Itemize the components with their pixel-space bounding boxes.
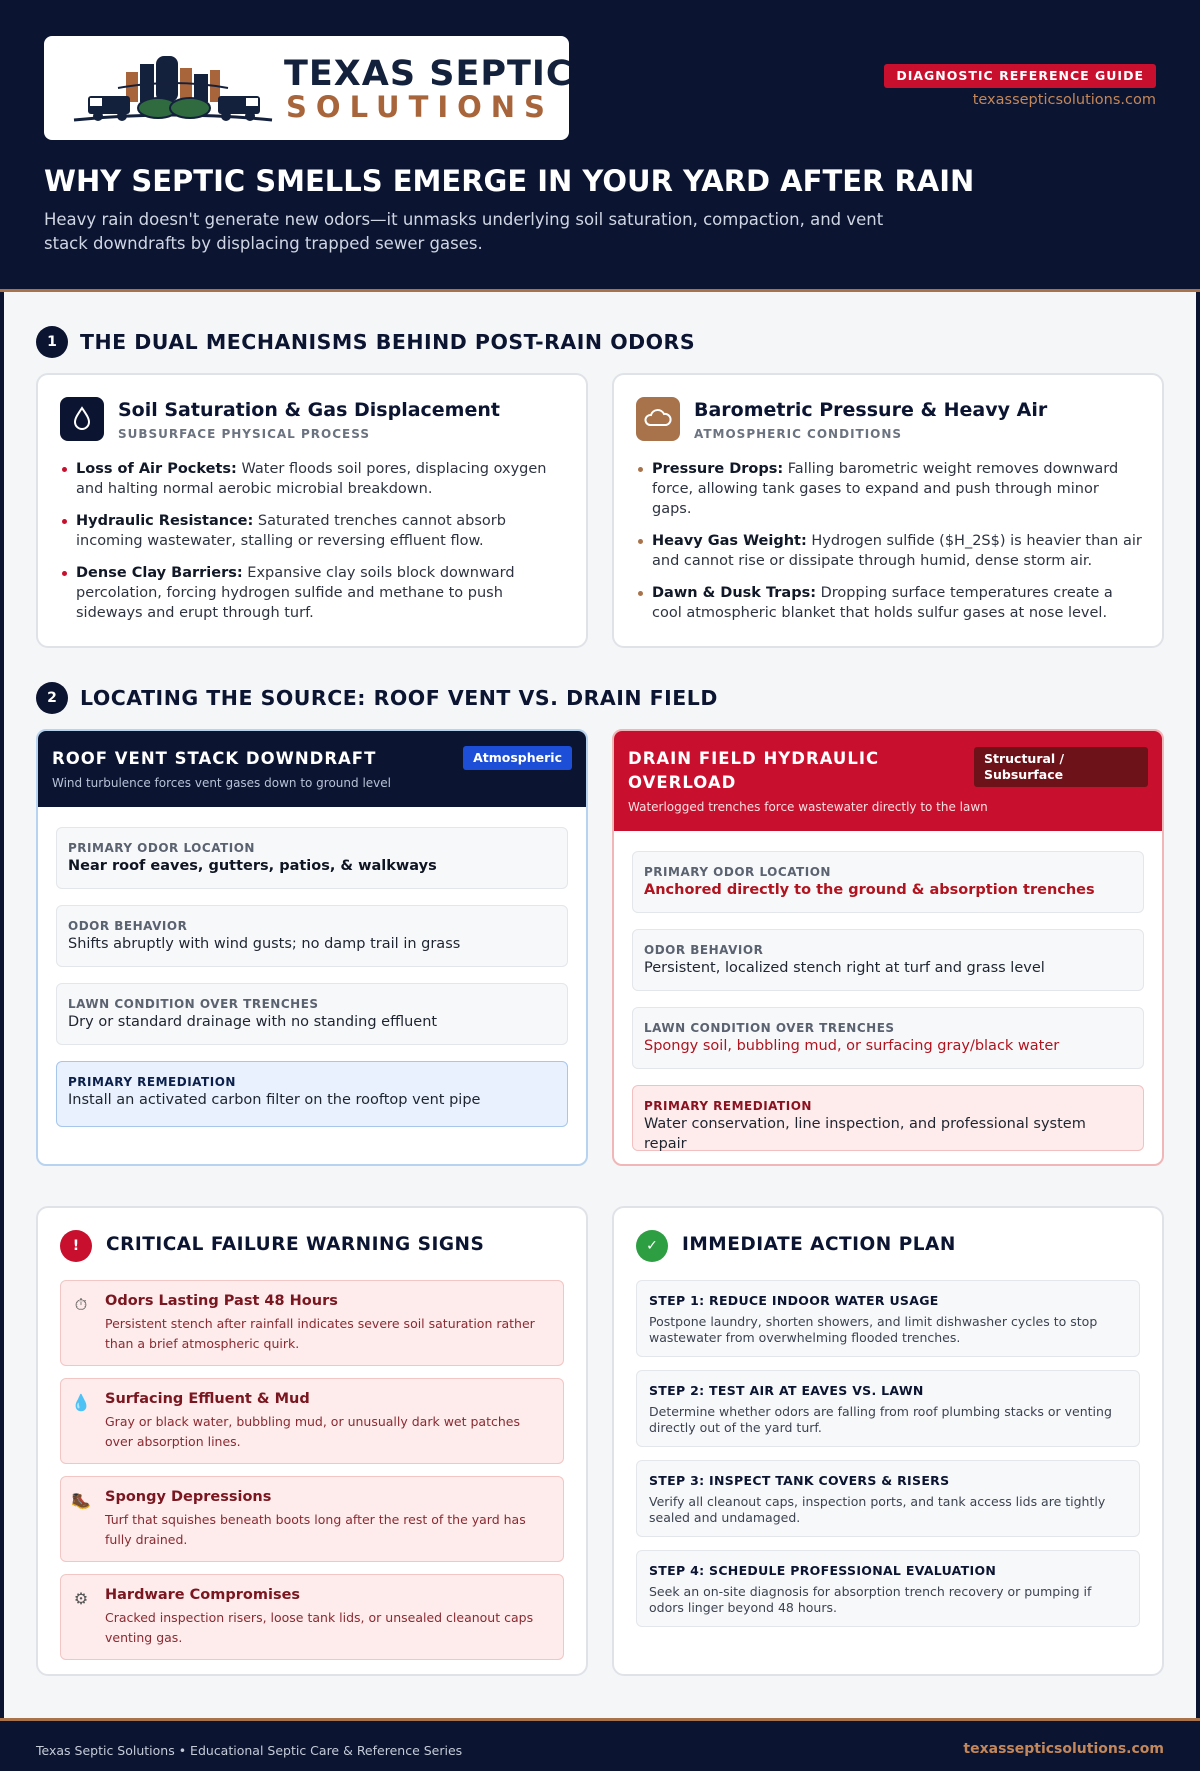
odor-location-box: PRIMARY ODOR LOCATION Near roof eaves, gutters, patios, & walkways [56, 827, 568, 889]
list-item: Dawn & Dusk Traps: Dropping surface temperatures create a cool atmospheric blanket that holds sulfur gases at nose level. [636, 583, 1142, 623]
warning-item: ⚙ Hardware Compromises Cracked inspection risers, loose tank lids, or unsealed cleanout caps venting gas. [60, 1574, 564, 1660]
page-title: WHY SEPTIC SMELLS EMERGE IN YOUR YARD AFTER RAIN [44, 164, 975, 198]
drain-field-comparison [612, 729, 1164, 1166]
comparison-title: ROOF VENT STACK DOWNDRAFT [52, 749, 377, 768]
checkmark-icon: ✓ [636, 1230, 668, 1262]
barometric-pressure-card [612, 373, 1164, 648]
lawn-condition-box: LAWN CONDITION OVER TRENCHES Spongy soil, bubbling mud, or surfacing gray/black water [632, 1007, 1144, 1069]
warning-item: 🥾 Spongy Depressions Turf that squishes beneath boots long after the rest of the yard has fully drained. [60, 1476, 564, 1562]
company-logo[interactable] [44, 36, 573, 140]
card-title: IMMEDIATE ACTION PLAN [682, 1234, 956, 1255]
remediation-box: PRIMARY REMEDIATION Water conservation, line inspection, and professional system repair [632, 1085, 1144, 1151]
list-item: Hydraulic Resistance: Saturated trenches cannot absorb incoming wastewater, stalling or reversing effluent flow. [60, 511, 566, 551]
section-number-badge: 1 [36, 326, 68, 358]
reference-guide-badge: DIAGNOSTIC REFERENCE GUIDE [884, 64, 1156, 88]
footer-website-link[interactable]: texassepticsolutions.com [963, 1741, 1164, 1757]
section-2-heading [36, 682, 718, 714]
footer-series-text: Texas Septic Solutions • Educational Septic Care & Reference Series [36, 1743, 463, 1758]
page-header [0, 0, 1200, 292]
logo-wordmark-top: TEXAS SEPTIC [284, 54, 573, 94]
main-content [4, 292, 1196, 1718]
section-title: LOCATING THE SOURCE: ROOF VENT VS. DRAIN FIELD [80, 686, 718, 710]
lawn-condition-box: LAWN CONDITION OVER TRENCHES Dry or standard drainage with no standing effluent [56, 983, 568, 1045]
action-step: STEP 1: REDUCE INDOOR WATER USAGE Postpone laundry, shorten showers, and limit dishwasher cycles to stop wastewater from overwhelming flooded trenches. [636, 1280, 1140, 1357]
warning-item: 💧 Surfacing Effluent & Mud Gray or black water, bubbling mud, or unusually dark wet patches over absorption lines. [60, 1378, 564, 1464]
section-number-badge: 2 [36, 682, 68, 714]
gear-icon: ⚙ [73, 1589, 89, 1608]
card-title: Soil Saturation & Gas Displacement [118, 399, 500, 421]
section-1-heading [36, 326, 695, 358]
card-subtitle: SUBSURFACE PHYSICAL PROCESS [118, 427, 370, 441]
header-website-link[interactable]: texassepticsolutions.com [972, 92, 1156, 108]
warning-signs-card [36, 1206, 588, 1676]
section-title: THE DUAL MECHANISMS BEHIND POST-RAIN ODORS [80, 330, 696, 354]
logo-wordmark-bottom: SOLUTIONS [286, 90, 554, 124]
roof-vent-header [38, 731, 586, 807]
list-item: Pressure Drops: Falling barometric weight removes downward force, allowing tank gases to expand and push through minor gaps. [636, 459, 1142, 519]
card-title: Barometric Pressure & Heavy Air [694, 399, 1048, 421]
mechanism-list [60, 459, 566, 635]
warning-item: ⏱ Odors Lasting Past 48 Hours Persistent stench after rainfall indicates severe soil saturation rather than a brief atmospheric quirk. [60, 1280, 564, 1366]
page-subtitle: Heavy rain doesn't generate new odors—it unmasks underlying soil saturation, compaction, and vent stack downdrafts by displacing trapped sewer gases. [44, 210, 884, 253]
card-subtitle: ATMOSPHERIC CONDITIONS [694, 427, 903, 441]
drain-field-header [614, 731, 1162, 831]
stopwatch-icon: ⏱ [74, 1295, 88, 1314]
remediation-box: PRIMARY REMEDIATION Install an activated carbon filter on the rooftop vent pipe [56, 1061, 568, 1127]
action-step: STEP 2: TEST AIR AT EAVES VS. LAWN Determine whether odors are falling from roof plumbing stacks or venting directly out of the yard turf. [636, 1370, 1140, 1447]
droplet-icon: 💧 [71, 1393, 91, 1412]
odor-behavior-box: ODOR BEHAVIOR Shifts abruptly with wind gusts; no damp trail in grass [56, 905, 568, 967]
odor-location-box: PRIMARY ODOR LOCATION Anchored directly to the ground & absorption trenches [632, 851, 1144, 913]
warning-icon: ! [60, 1230, 92, 1262]
boot-icon: 🥾 [71, 1491, 91, 1510]
odor-behavior-box: ODOR BEHAVIOR Persistent, localized stench right at turf and grass level [632, 929, 1144, 991]
comparison-description: Waterlogged trenches force wastewater directly to the lawn [628, 800, 988, 814]
mechanism-list [636, 459, 1142, 635]
comparison-description: Wind turbulence forces vent gases down to ground level [52, 776, 391, 790]
action-step: STEP 4: SCHEDULE PROFESSIONAL EVALUATION Seek an on-site diagnosis for absorption trench recovery or pumping if odors linger beyond 48 hours. [636, 1550, 1140, 1627]
list-item: Dense Clay Barriers: Expansive clay soils block downward percolation, forcing hydrogen sulfide and methane to push sideways and erupt through turf. [60, 563, 566, 623]
atmospheric-tag: Atmospheric [463, 746, 572, 770]
soil-saturation-card [36, 373, 588, 648]
droplet-icon [60, 397, 104, 441]
action-step: STEP 3: INSPECT TANK COVERS & RISERS Verify all cleanout caps, inspection ports, and tank access lids are tightly sealed and undamaged. [636, 1460, 1140, 1537]
list-item: Loss of Air Pockets: Water floods soil pores, displacing oxygen and halting normal aerobic microbial breakdown. [60, 459, 566, 499]
structural-subsurface-tag: Structural / Subsurface [974, 747, 1148, 787]
action-plan-card [612, 1206, 1164, 1676]
septic-trucks-logo-icon [68, 48, 278, 128]
roof-vent-comparison [36, 729, 588, 1166]
card-title: CRITICAL FAILURE WARNING SIGNS [106, 1234, 485, 1255]
page-footer [0, 1718, 1200, 1771]
comparison-title: DRAIN FIELD HYDRAULIC OVERLOAD [628, 749, 880, 792]
cloud-icon [636, 397, 680, 441]
list-item: Heavy Gas Weight: Hydrogen sulfide ($H_2S$) is heavier than air and cannot rise or dissipate through humid, dense storm air. [636, 531, 1142, 571]
